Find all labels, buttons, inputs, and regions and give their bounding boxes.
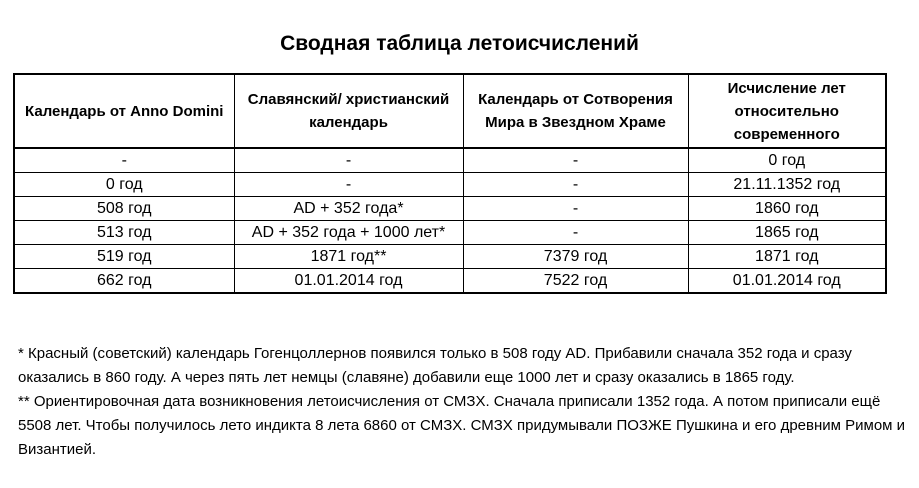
calendar-summary-table bbox=[13, 73, 887, 294]
table-cell: 21.11.1352 год bbox=[688, 173, 886, 197]
table-cell: 1865 год bbox=[688, 221, 886, 245]
table-cell: 01.01.2014 год bbox=[234, 269, 463, 294]
table-cell: - bbox=[463, 197, 688, 221]
table-cell: AD + 352 года + 1000 лет* bbox=[234, 221, 463, 245]
table-cell: 7379 год bbox=[463, 245, 688, 269]
header-smzkh: Календарь от Сотворения Мира в Звездном Храме bbox=[463, 74, 688, 148]
table-cell: 519 год bbox=[14, 245, 234, 269]
header-relative-modern: Исчисление лет относительно современного bbox=[688, 74, 886, 148]
table-cell: - bbox=[14, 148, 234, 173]
table-cell: 0 год bbox=[14, 173, 234, 197]
header-anno-domini: Календарь от Anno Domini bbox=[14, 74, 234, 148]
table-row bbox=[14, 173, 886, 197]
footnotes bbox=[18, 342, 913, 462]
table-row bbox=[14, 197, 886, 221]
table-cell: 662 год bbox=[14, 269, 234, 294]
table-cell: 508 год bbox=[14, 197, 234, 221]
table-cell: 1871 год bbox=[688, 245, 886, 269]
table-cell: 0 год bbox=[688, 148, 886, 173]
footnote-double-star: ** Ориентировочная дата возникновения летоисчисления от СМЗХ. Сначала приписали 1352 года. А потом приписали ещё 5508 лет. Чтобы получилось лето индикта 8 лета 6860 от СМЗХ. СМЗХ придумывали ПОЗЖЕ Пушкина и его древним Римом и Византией. bbox=[18, 393, 906, 458]
page-title: Сводная таблица летоисчислений bbox=[280, 32, 639, 55]
table-cell: 513 год bbox=[14, 221, 234, 245]
table-cell: 01.01.2014 год bbox=[688, 269, 886, 294]
table-row bbox=[14, 221, 886, 245]
footnote-single-star: * Красный (советский) календарь Гогенцоллернов появился только в 508 году AD. Прибавили сначала 352 года и сразу оказались в 860 году. А через пять лет немцы (славяне) добавили еще 1000 лет и сразу оказались в 1865 году. bbox=[18, 345, 852, 386]
table-cell: - bbox=[234, 173, 463, 197]
table-row bbox=[14, 148, 886, 173]
table-cell: - bbox=[463, 173, 688, 197]
table-row bbox=[14, 269, 886, 294]
table-cell: AD + 352 года* bbox=[234, 197, 463, 221]
table-header-row bbox=[14, 74, 886, 148]
table-cell: - bbox=[234, 148, 463, 173]
header-slavic-christian: Славянский/ христианский календарь bbox=[234, 74, 463, 148]
table-cell: - bbox=[463, 221, 688, 245]
table-cell: - bbox=[463, 148, 688, 173]
table-cell: 1860 год bbox=[688, 197, 886, 221]
table-cell: 7522 год bbox=[463, 269, 688, 294]
table-row bbox=[14, 245, 886, 269]
table-cell: 1871 год** bbox=[234, 245, 463, 269]
